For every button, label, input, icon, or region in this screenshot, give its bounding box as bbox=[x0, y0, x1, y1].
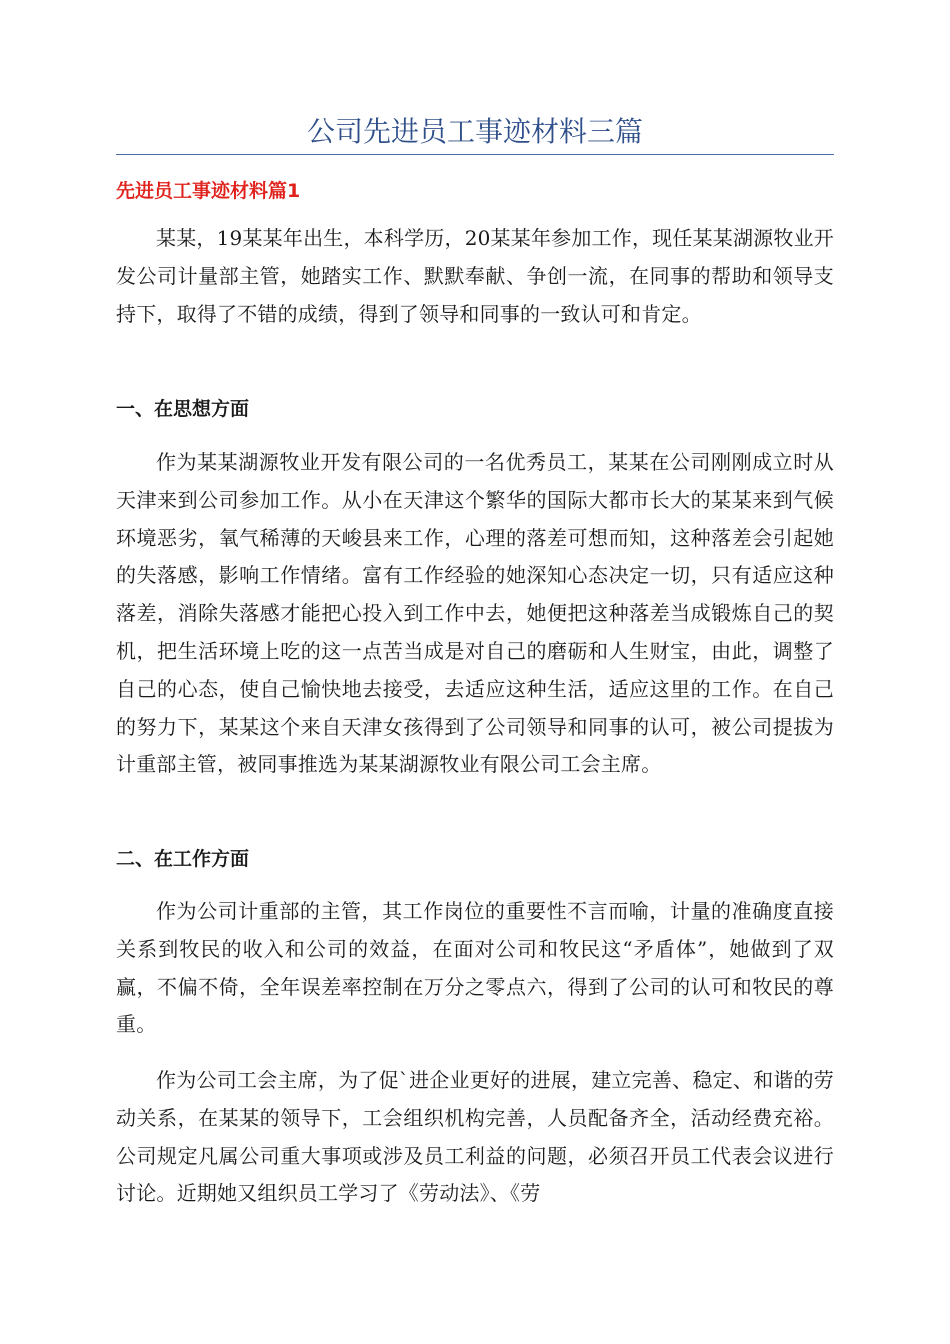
paragraph-union: 作为公司工会主席，为了促`进企业更好的进展，建立完善、稳定、和谐的劳动关系，在某某的领导下，工会组织机构完善，人员配备齐全，活动经费充裕。公司规定凡属公司重大事项或涉及员工利益的问题，必须召开员工代表会议进行讨论。近期她又组织员工学习了《劳动法》、《劳 bbox=[116, 1068, 834, 1206]
intro-paragraph: 某某，19某某年出生，本科学历，20某某年参加工作，现任某某湖源牧业开发公司计量部主管，她踏实工作、默默奉献、争创一流，在同事的帮助和领导支持下，取得了不错的成绩，得到了领导和同事的一致认可和肯定。 bbox=[116, 226, 834, 326]
paragraph-thought: 作为某某湖源牧业开发有限公司的一名优秀员工，某某在公司刚刚成立时从天津来到公司参加工作。从小在天津这个繁华的国际大都市长大的某某来到气候环境恶劣，氧气稀薄的天峻县来工作，心理的落差可想而知，这种落差会引起她的失落感，影响工作情绪。富有工作经验的她深知心态决定一切，只有适应这种落差，消除失落感才能把心投入到工作中去，她便把这种落差当成锻炼自己的契机，把生活环境上吃的这一点苦当成是对自己的磨砺和人生财宝，由此，调整了自己的心态，使自己愉快地去接受，去适应这种生活，适应这里的工作。在自己的努力下，某某这个来自天津女孩得到了公司领导和同事的认可，被公司提拔为计重部主管，被同事推选为某某湖源牧业有限公司工会主席。 bbox=[116, 450, 834, 777]
document-title: 公司先进员工事迹材料三篇 bbox=[306, 115, 643, 148]
title-underline bbox=[116, 154, 834, 155]
paragraph-work: 作为公司计重部的主管，其工作岗位的重要性不言而喻，计量的准确度直接关系到牧民的收入和公司的效益，在面对公司和牧民这“矛盾体”，她做到了双赢，不偏不倚，全年误差率控制在万分之零点六，得到了公司的认可和牧民的尊重。 bbox=[116, 899, 834, 1037]
section-heading: 先进员工事迹材料篇1 bbox=[116, 180, 301, 202]
subheading-work: 二、在工作方面 bbox=[116, 848, 250, 870]
subheading-thought: 一、在思想方面 bbox=[116, 398, 250, 420]
